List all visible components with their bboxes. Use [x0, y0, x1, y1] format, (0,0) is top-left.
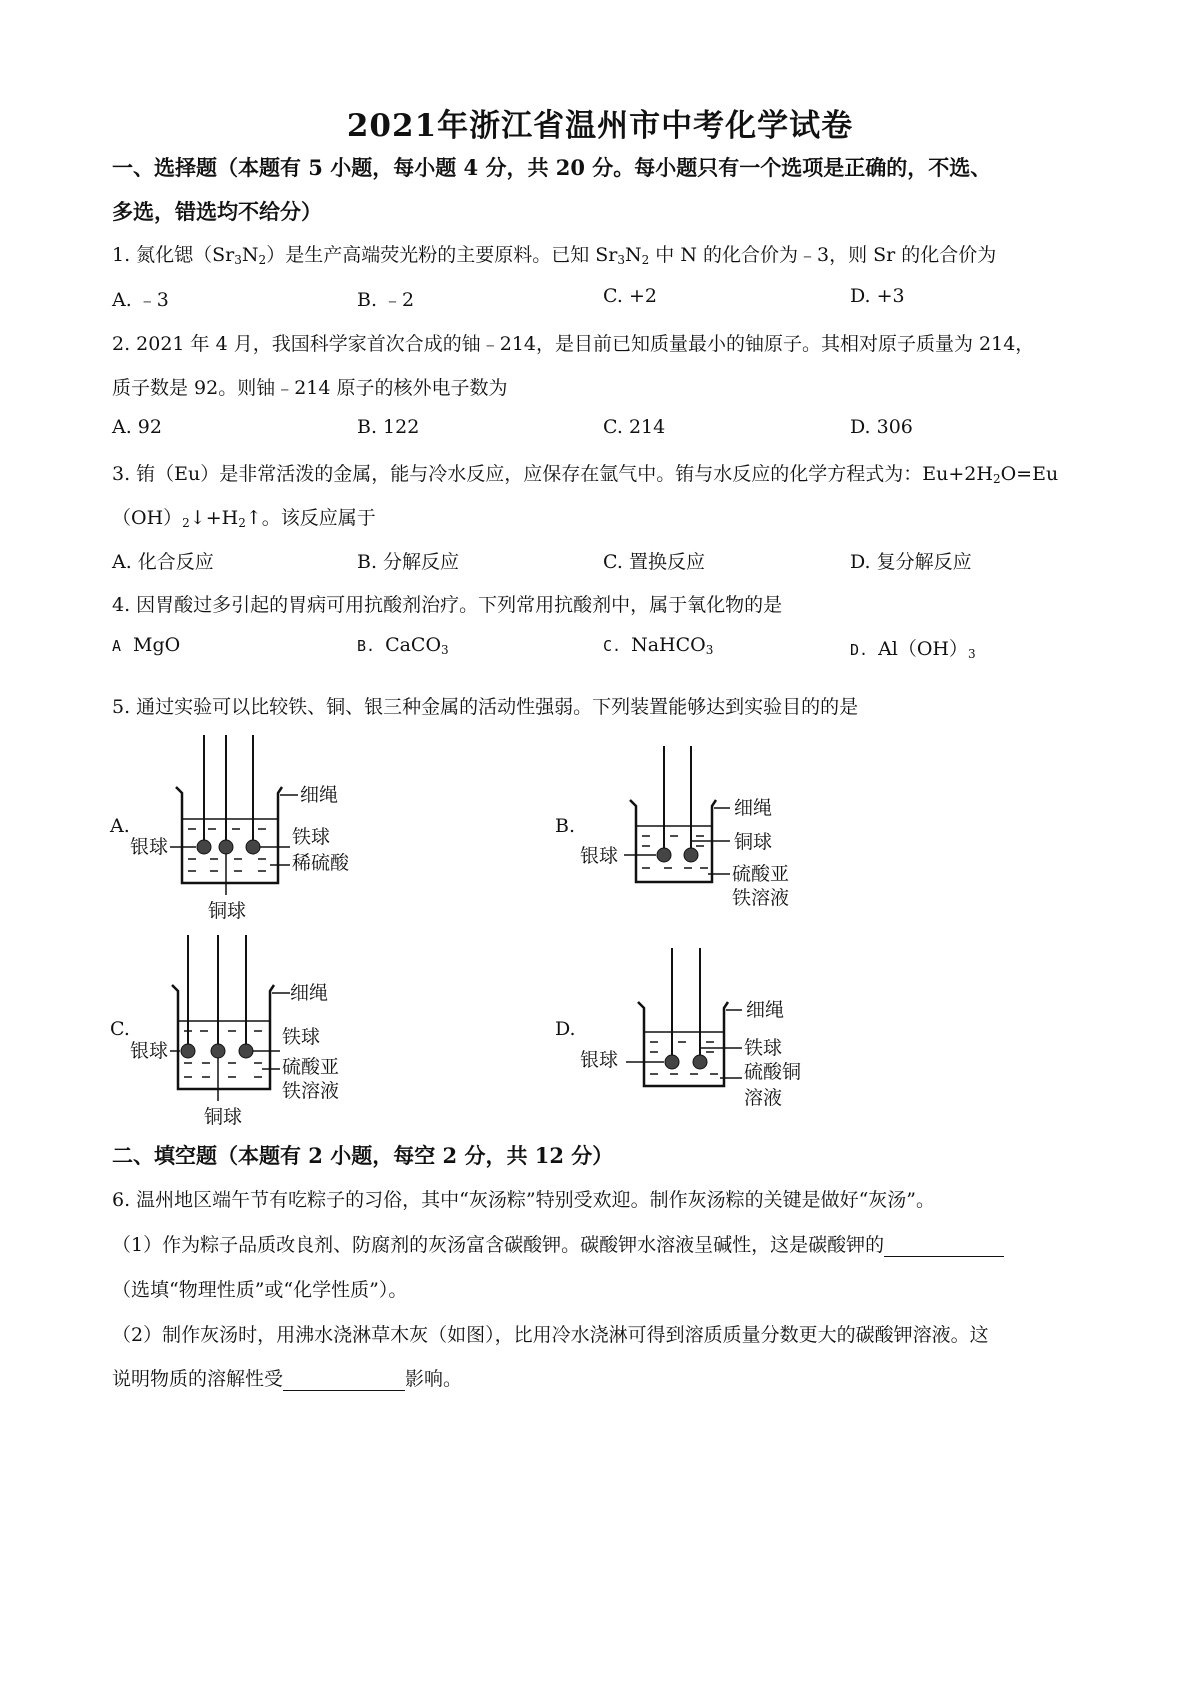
label-iron-c: 铁球 [282, 1026, 321, 1048]
page-title: 2021年浙江省温州市中考化学试卷 [346, 108, 854, 144]
label-rope-c: 细绳 [290, 982, 329, 1004]
q4-option-b: B. CaCO$_3$ [357, 634, 449, 657]
section1-heading-line2: 多选，错选均不给分） [112, 199, 322, 224]
q5-figure-d-letter: D. [555, 1018, 576, 1040]
label-silver-a: 银球 [130, 836, 169, 858]
label-copper-b: 铜球 [734, 831, 773, 853]
label-iron-a: 铁球 [292, 826, 331, 848]
label-rope-d: 细绳 [746, 999, 785, 1021]
label-feso4-b-l1: 硫酸亚 [732, 863, 790, 885]
label-rope-b: 细绳 [734, 797, 773, 819]
section1-heading-line1: 一、选择题（本题有 5 小题，每小题 4 分，共 20 分。每小题只有一个选项是正确的，不选、 [112, 155, 992, 180]
q2-option-c: C. 214 [603, 416, 666, 438]
q4-option-c: C. NaHCO$_3$ [603, 634, 714, 657]
q1-option-d: D. +3 [850, 285, 905, 307]
label-feso4-c-l2: 铁溶液 [282, 1080, 340, 1102]
q1-option-b: B. ﹣2 [357, 289, 415, 311]
q6-part1-line2: （选填“物理性质”或“化学性质”）。 [112, 1279, 408, 1301]
label-copper-c: 铜球 [204, 1106, 243, 1128]
q4-option-d: D. $Al(OH)_3$ [850, 638, 976, 661]
q5-figure-b-letter: B. [555, 815, 576, 837]
q3-stem-line2: $(OH)_2↓+H_2↑$。该反应属于 [112, 507, 376, 530]
q5-stem: 5. 通过实验可以比较铁、铜、银三种金属的活动性强弱。下列装置能够达到实验目的的是 [112, 696, 859, 718]
section2-heading: 二、填空题（本题有 2 小题，每空 2 分，共 12 分） [112, 1143, 614, 1168]
q3-option-a: A. 化合反应 [112, 551, 214, 573]
q4-stem: 4. 因胃酸过多引起的胃病可用抗酸剂治疗。下列常用抗酸剂中，属于氧化物的是 [112, 594, 783, 616]
q2-option-a: A. 92 [112, 416, 162, 438]
q6-stem: 6. 温州地区端午节有吃粽子的习俗，其中“灰汤粽”特别受欢迎。制作灰汤粽的关键是做好“灰汤”。 [112, 1189, 936, 1211]
q6-blank-1[interactable] [884, 1237, 1004, 1257]
q2-option-b: B. 122 [357, 416, 420, 438]
label-iron-d: 铁球 [744, 1037, 783, 1059]
label-feso4-c-l1: 硫酸亚 [282, 1056, 340, 1078]
label-rope-a: 细绳 [300, 784, 339, 806]
q5-apparatus-b [580, 738, 840, 928]
q4-option-a: A MgO [112, 634, 181, 656]
q1-option-a: A. ﹣3 [112, 289, 169, 311]
q3-option-b: B. 分解反应 [357, 551, 460, 573]
q5-apparatus-d [580, 948, 840, 1118]
q6-blank-2[interactable] [283, 1371, 405, 1391]
q2-option-d: D. 306 [850, 416, 913, 438]
q3-option-c: C. 置换反应 [603, 551, 705, 573]
q6-part1-line1: （1）作为粽子品质改良剂、防腐剂的灰汤富含碳酸钾。碳酸钾水溶液呈碱性，这是碳酸钾的 [112, 1230, 1004, 1257]
label-silver-d: 银球 [580, 1049, 619, 1071]
q6-part2-line1: （2）制作灰汤时，用沸水浇淋草木灰（如图），比用冷水浇淋可得到溶质质量分数更大的碳酸钾溶液。这 [112, 1324, 989, 1346]
label-cuso4-d-l2: 溶液 [744, 1087, 783, 1109]
q5-apparatus-a [130, 735, 390, 925]
label-silver-c: 银球 [130, 1040, 169, 1062]
q5-apparatus-c [130, 935, 390, 1130]
q5-figure-a-letter: A. [110, 815, 130, 837]
label-acid-a: 稀硫酸 [292, 852, 350, 874]
label-cuso4-d-l1: 硫酸铜 [744, 1061, 802, 1083]
label-feso4-b-l2: 铁溶液 [732, 887, 790, 909]
q6-part2-line2: 说明物质的溶解性受 影响。 [112, 1368, 463, 1390]
q3-stem-line1: 3. 铕（Eu）是非常活泼的金属，能与冷水反应，应保存在氩气中。铕与水反应的化学方程式为：$Eu+2H_2O=Eu$ [112, 463, 1059, 486]
label-copper-a: 铜球 [208, 900, 247, 922]
q5-figure-c-letter: C. [110, 1018, 130, 1040]
label-silver-b: 银球 [580, 845, 619, 867]
q2-stem-line1: 2. 2021 年 4 月，我国科学家首次合成的铀﹣214，是目前已知质量最小的铀原子。其相对原子质量为 214， [112, 333, 1035, 355]
q1-stem: 1. 氮化锶$(Sr_3N_2)$是生产高端荧光粉的主要原料。已知 $Sr_3N_2$ 中 N 的化合价为﹣3，则 Sr 的化合价为 [112, 244, 997, 267]
q1-option-c: C. +2 [603, 285, 657, 307]
q2-stem-line2: 质子数是 92。则铀﹣214 原子的核外电子数为 [112, 377, 508, 399]
q3-option-d: D. 复分解反应 [850, 551, 972, 573]
